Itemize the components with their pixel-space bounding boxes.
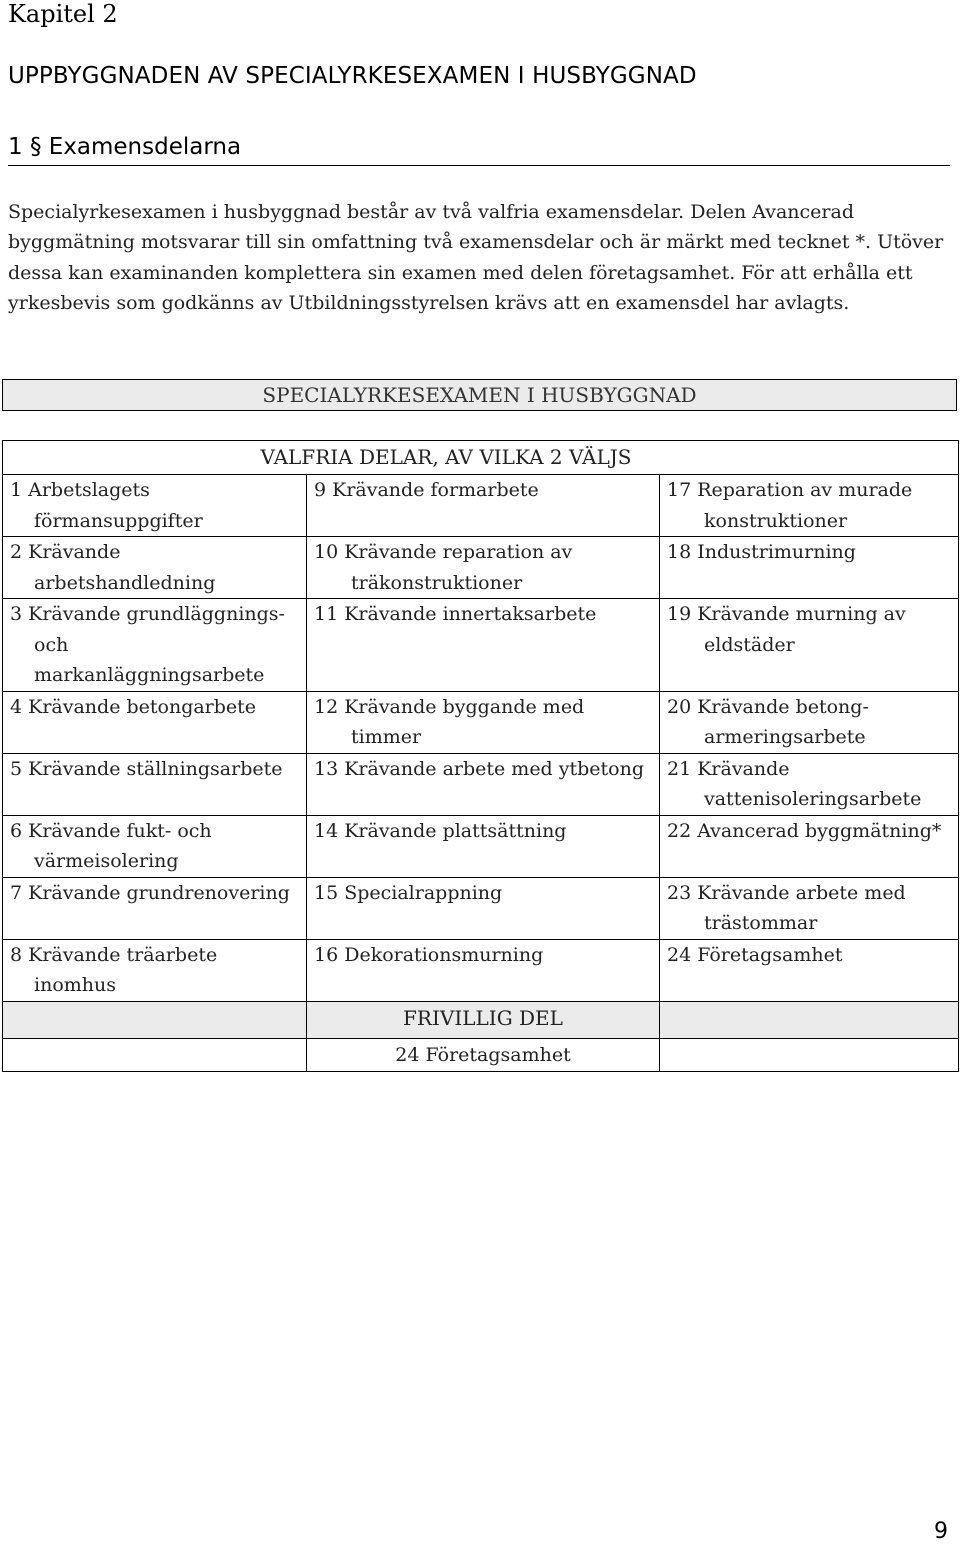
page-number: 9 (934, 1519, 948, 1544)
optional-row (3, 1038, 959, 1071)
exam-part: 3 Krävande grundläggnings- och markanläggningsarbete (10, 603, 285, 686)
elective-header-row (3, 441, 959, 475)
chapter-label: Kapitel 2 (8, 0, 118, 28)
exam-part: 11 Krävande innertaksarbete (314, 603, 597, 625)
exam-part: 24 Företagsamhet (667, 943, 843, 966)
table-row (3, 599, 959, 692)
intro-paragraph: Specialyrkesexamen i husbyggnad består av två valfria examensdelar. Delen Avancerad byggmätning motsvarar till sin omfattning två examensdelar och är märkt med tecknet *. Utöver dessa kan examinanden komplettera sin examen med delen företagsamhet. För att erhålla ett yrkesbevis som godkänns av Utbildningsstyrelsen krävs att en examensdel har avlagts. (8, 201, 944, 315)
exam-part: 17 Reparation av murade konstruktioner (667, 479, 913, 532)
exam-part: 18 Industrimurning (667, 541, 856, 563)
exam-part: 8 Krävande träarbete inomhus (10, 943, 218, 996)
exam-part: 22 Avancerad byggmätning* (667, 819, 942, 842)
exam-part: 2 Krävande arbetshandledning (10, 541, 216, 594)
table-row (3, 939, 959, 1001)
exam-part: 19 Krävande murning av eldstäder (667, 603, 906, 656)
table-row (3, 691, 959, 753)
exam-part: 20 Krävande betong-armeringsarbete (667, 695, 869, 748)
exam-part: 6 Krävande fukt- och värmeisolering (10, 819, 212, 872)
exam-part: 12 Krävande byggande med timmer (314, 695, 585, 748)
table-row (3, 877, 959, 939)
page-title: UPPBYGGNADEN AV SPECIALYRKESEXAMEN I HUSBYGGNAD (8, 63, 697, 89)
exam-part: 10 Krävande reparation av träkonstruktioner (314, 541, 573, 594)
optional-header-row (3, 1001, 959, 1038)
exam-part: 15 Specialrappning (314, 881, 503, 904)
table-row (3, 815, 959, 877)
elective-header (260, 441, 959, 475)
table-banner: SPECIALYRKESEXAMEN I HUSBYGGNAD (2, 379, 957, 411)
exam-part: 21 Krävande vattenisoleringsarbete (667, 757, 922, 810)
exam-part: 5 Krävande ställningsarbete (10, 757, 283, 780)
elective-header-text: VALFRIA DELAR, AV VILKA 2 VÄLJS (260, 445, 632, 469)
exam-part: 13 Krävande arbete med ytbetong (314, 757, 645, 780)
exam-part: 23 Krävande arbete med trästommar (667, 881, 906, 934)
exam-part: 4 Krävande betongarbete (10, 695, 257, 718)
section-heading: 1 § Examensdelarna (8, 131, 950, 166)
exam-part: 14 Krävande plattsättning (314, 819, 567, 842)
table-row (3, 753, 959, 815)
exam-part: 1 Arbetslagets förmansuppgifter (10, 479, 203, 532)
table-row (3, 475, 959, 537)
optional-header: FRIVILLIG DEL (307, 1001, 660, 1038)
exam-parts-table (2, 440, 959, 1072)
exam-part: 9 Krävande formarbete (314, 479, 539, 501)
exam-part: 16 Dekorationsmurning (314, 943, 544, 966)
table-row (3, 537, 959, 599)
exam-part: 7 Krävande grundrenovering (10, 881, 290, 904)
optional-item: 24 Företagsamhet (307, 1038, 660, 1071)
